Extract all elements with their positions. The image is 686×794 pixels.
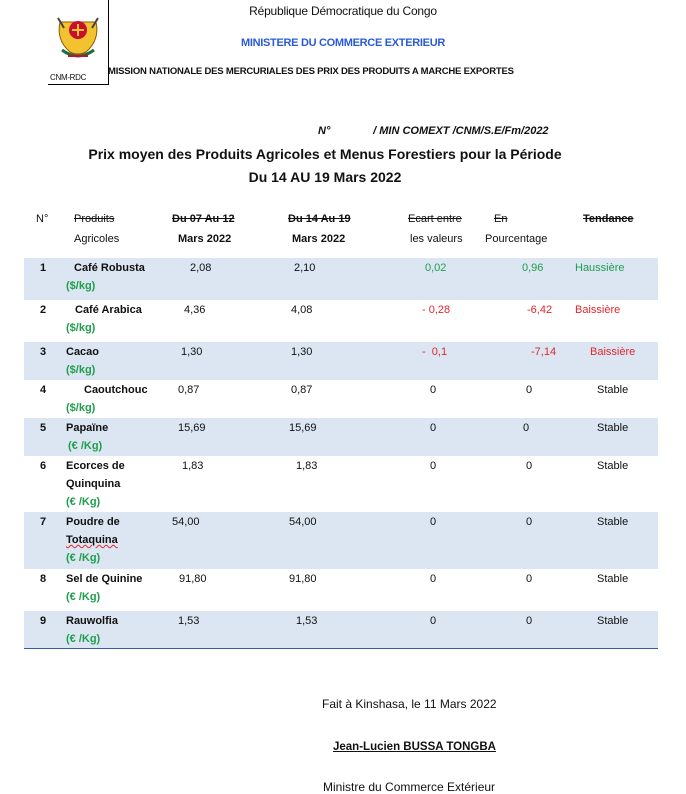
row-trend: Baissière: [590, 346, 636, 358]
table-row: [24, 300, 658, 342]
table-header: [0, 0, 686, 260]
row-product: Poudre de: [66, 516, 120, 528]
row-curr-price: 2,10: [294, 262, 316, 274]
col-trend-header: Tendance: [583, 213, 634, 225]
row-num: 3: [40, 346, 47, 358]
row-num: 9: [40, 615, 47, 627]
row-curr-price: 91,80: [289, 573, 317, 585]
row-gap: - 0,1: [422, 346, 448, 358]
row-num: 6: [40, 460, 47, 472]
signatory-role: Ministre du Commerce Extérieur: [323, 780, 496, 794]
row-trend: Stable: [597, 460, 629, 472]
row-num: 4: [40, 384, 47, 396]
place-and-date: Fait à Kinshasa, le 11 Mars 2022: [322, 697, 497, 711]
row-num: 5: [40, 422, 47, 434]
row-prev-price: 91,80: [179, 573, 207, 585]
row-product-line2: Totaquina: [66, 534, 118, 546]
row-gap: 0: [430, 615, 437, 627]
table-row: [24, 342, 658, 380]
row-unit: (€ /Kg): [66, 496, 101, 508]
row-trend: Stable: [597, 384, 629, 396]
row-prev-price: 1,53: [178, 615, 200, 627]
col-curr-header-2: Mars 2022: [292, 233, 346, 245]
row-gap: - 0,28: [422, 304, 451, 316]
row-gap: 0: [430, 422, 437, 434]
row-gap: 0: [430, 460, 437, 472]
row-product: Rauwolfia: [66, 615, 118, 627]
col-pct-header-2: Pourcentage: [485, 233, 548, 245]
row-num: 7: [40, 516, 47, 528]
col-product-header-1: Produits: [74, 213, 115, 225]
col-gap-header-2: les valeurs: [410, 233, 463, 245]
row-unit: ($/kg): [66, 280, 96, 292]
row-pct: 0: [526, 615, 533, 627]
row-num: 8: [40, 573, 47, 585]
table-row: [24, 611, 658, 648]
row-trend: Stable: [597, 573, 629, 585]
commission-header: MISSION NATIONALE DES MERCURIALES DES PRIX DES PRODUITS A MARCHE EXPORTES: [108, 66, 514, 77]
row-unit: (€ /Kg): [66, 591, 101, 603]
row-product: Ecorces de: [66, 460, 125, 472]
table-row: [24, 380, 658, 418]
row-curr-price: 54,00: [289, 516, 317, 528]
row-prev-price: 1,83: [182, 460, 204, 472]
table-row: [24, 258, 658, 300]
country-header: République Démocratique du Congo: [249, 4, 437, 18]
signatory-name: Jean-Lucien BUSSA TONGBA: [333, 741, 496, 753]
row-product: Café Robusta: [74, 262, 145, 274]
col-curr-header-1: Du 14 Au 19: [288, 213, 351, 225]
row-product: Sel de Quinine: [66, 573, 143, 585]
row-curr-price: 4,08: [291, 304, 313, 316]
row-curr-price: 1,53: [296, 615, 318, 627]
row-unit: (€ /Kg): [68, 440, 103, 452]
row-trend: Stable: [597, 516, 629, 528]
row-product: Cacao: [66, 346, 100, 358]
row-trend: Baissière: [575, 304, 621, 316]
row-prev-price: 4,36: [184, 304, 206, 316]
row-pct: -7,14: [531, 346, 557, 358]
row-prev-price: 2,08: [190, 262, 212, 274]
row-curr-price: 1,30: [291, 346, 313, 358]
row-product: Café Arabica: [75, 304, 142, 316]
row-unit: (€ /Kg): [66, 552, 101, 564]
row-pct: 0: [526, 460, 533, 472]
row-prev-price: 15,69: [178, 422, 206, 434]
row-prev-price: 54,00: [172, 516, 200, 528]
row-curr-price: 15,69: [289, 422, 317, 434]
row-gap: 0: [430, 516, 437, 528]
row-pct: 0,96: [522, 262, 544, 274]
col-prev-header-2: Mars 2022: [178, 233, 232, 245]
row-pct: 0: [523, 422, 530, 434]
col-pct-header-1: En: [494, 213, 508, 225]
table-row: [24, 418, 658, 456]
table-row: [24, 569, 658, 611]
document-period: Du 14 AU 19 Mars 2022: [248, 169, 402, 185]
row-gap: 0: [430, 384, 437, 396]
row-trend: Stable: [597, 615, 629, 627]
table-row: [24, 456, 658, 512]
row-pct: 0: [526, 573, 533, 585]
row-product: Caoutchouc: [84, 384, 148, 396]
row-trend: Stable: [597, 422, 629, 434]
row-pct: 0: [526, 384, 533, 396]
col-gap-header-1: Ecart entre: [408, 213, 462, 225]
row-trend: Haussière: [575, 262, 625, 274]
col-num-header: N°: [36, 213, 49, 225]
row-unit: ($/kg): [66, 364, 96, 376]
row-unit: (€ /Kg): [66, 633, 101, 645]
table-bottom-rule: [24, 648, 658, 649]
row-curr-price: 1,83: [296, 460, 318, 472]
col-prev-header-1: Du 07 Au 12: [172, 213, 235, 225]
row-gap: 0,02: [425, 262, 447, 274]
row-prev-price: 0,87: [178, 384, 200, 396]
row-num: 1: [40, 262, 47, 274]
ministry-header: MINISTERE DU COMMERCE EXTERIEUR: [241, 37, 445, 49]
row-unit: ($/kg): [66, 402, 96, 414]
row-gap: 0: [430, 573, 437, 585]
row-prev-price: 1,30: [181, 346, 203, 358]
reference-number: N° / MIN COMEXT /CNM/S.E/Fm/2022: [318, 125, 549, 137]
logo-caption: CNM-RDC: [50, 73, 87, 82]
col-product-header-2: Agricoles: [74, 233, 120, 245]
row-product-line2: Quinquina: [66, 478, 121, 490]
row-unit: ($/kg): [66, 322, 96, 334]
document-title: Prix moyen des Produits Agricoles et Menus Forestiers pour la Période: [88, 146, 562, 162]
row-pct: 0: [526, 516, 533, 528]
row-pct: -6,42: [527, 304, 553, 316]
table-row: [24, 512, 658, 569]
row-curr-price: 0,87: [291, 384, 313, 396]
row-product: Papaïne: [66, 422, 109, 434]
row-num: 2: [40, 304, 47, 316]
